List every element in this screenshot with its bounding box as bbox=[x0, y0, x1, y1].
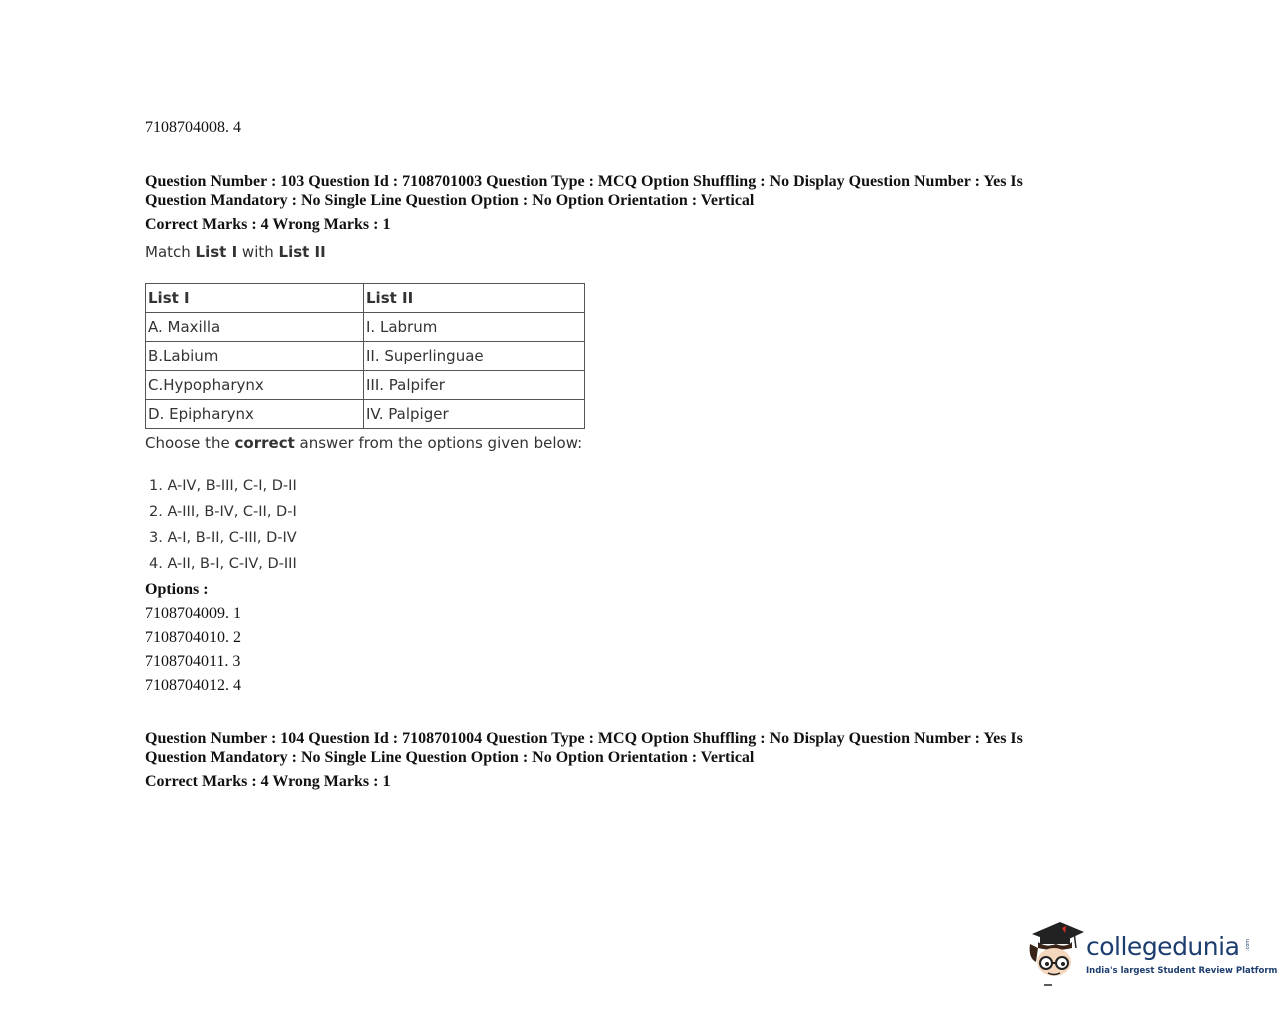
option-item: 7108704011. 3 bbox=[145, 653, 241, 670]
choose-bold: correct bbox=[234, 434, 295, 452]
question-104-header-line2: Question Mandatory : No Single Line Question Option : No Option Orientation : Vertical bbox=[145, 749, 755, 766]
question-103-header bbox=[145, 172, 1125, 210]
question-103-marks: Correct Marks : 4 Wrong Marks : 1 bbox=[145, 216, 391, 233]
choose-post: answer from the options given below: bbox=[294, 434, 583, 452]
table-header-cell: List II bbox=[364, 284, 585, 313]
option-list bbox=[145, 604, 241, 700]
prompt-mid: with bbox=[237, 243, 279, 261]
prompt-list1: List I bbox=[195, 243, 238, 261]
answer-item: 3. A-I, B-II, C-III, D-IV bbox=[149, 530, 297, 546]
options-label: Options : bbox=[145, 581, 209, 598]
question-104-marks: Correct Marks : 4 Wrong Marks : 1 bbox=[145, 773, 391, 790]
collegedunia-logo bbox=[1026, 918, 1278, 990]
option-item: 7108704012. 4 bbox=[145, 677, 241, 694]
table-row bbox=[146, 342, 585, 371]
question-103-header-line1: Question Number : 103 Question Id : 7108701003 Question Type : MCQ Option Shuffling : No Display Question Number : Yes Is bbox=[145, 173, 1023, 190]
logo-wordmark: collegedunia bbox=[1086, 932, 1240, 961]
table-cell: IV. Palpiger bbox=[364, 400, 585, 429]
table-cell: C.Hypopharynx bbox=[146, 371, 364, 400]
answer-item: 4. A-II, B-I, C-IV, D-III bbox=[149, 556, 297, 572]
answer-item: 1. A-IV, B-III, C-I, D-II bbox=[149, 478, 297, 494]
logo-tagline: India's largest Student Review Platform bbox=[1086, 966, 1278, 976]
prompt-pre: Match bbox=[145, 243, 196, 261]
table-header-cell: List I bbox=[146, 284, 364, 313]
table-cell: D. Epipharynx bbox=[146, 400, 364, 429]
previous-option: 7108704008. 4 bbox=[145, 119, 241, 136]
prompt-list2: List II bbox=[278, 243, 326, 261]
option-item: 7108704009. 1 bbox=[145, 605, 241, 622]
question-104-header bbox=[145, 729, 1125, 767]
table-cell: A. Maxilla bbox=[146, 313, 364, 342]
graduate-mascot-icon bbox=[1026, 918, 1086, 990]
answer-item: 2. A-III, B-IV, C-II, D-I bbox=[149, 504, 297, 520]
table-cell: B.Labium bbox=[146, 342, 364, 371]
table-row bbox=[146, 313, 585, 342]
question-prompt bbox=[145, 242, 326, 262]
option-item: 7108704010. 2 bbox=[145, 629, 241, 646]
choose-pre: Choose the bbox=[145, 434, 235, 452]
table-header-row bbox=[146, 284, 585, 313]
logo-com-suffix: .com bbox=[1245, 938, 1252, 952]
match-table bbox=[145, 283, 585, 429]
table-cell: III. Palpifer bbox=[364, 371, 585, 400]
question-104-header-line1: Question Number : 104 Question Id : 7108701004 Question Type : MCQ Option Shuffling : No Display Question Number : Yes Is bbox=[145, 730, 1023, 747]
table-cell: II. Superlinguae bbox=[364, 342, 585, 371]
answer-list bbox=[149, 476, 297, 580]
table-cell: I. Labrum bbox=[364, 313, 585, 342]
table-row bbox=[146, 371, 585, 400]
table-row bbox=[146, 400, 585, 429]
choose-instruction bbox=[145, 433, 582, 453]
question-103-header-line2: Question Mandatory : No Single Line Question Option : No Option Orientation : Vertical bbox=[145, 192, 755, 209]
